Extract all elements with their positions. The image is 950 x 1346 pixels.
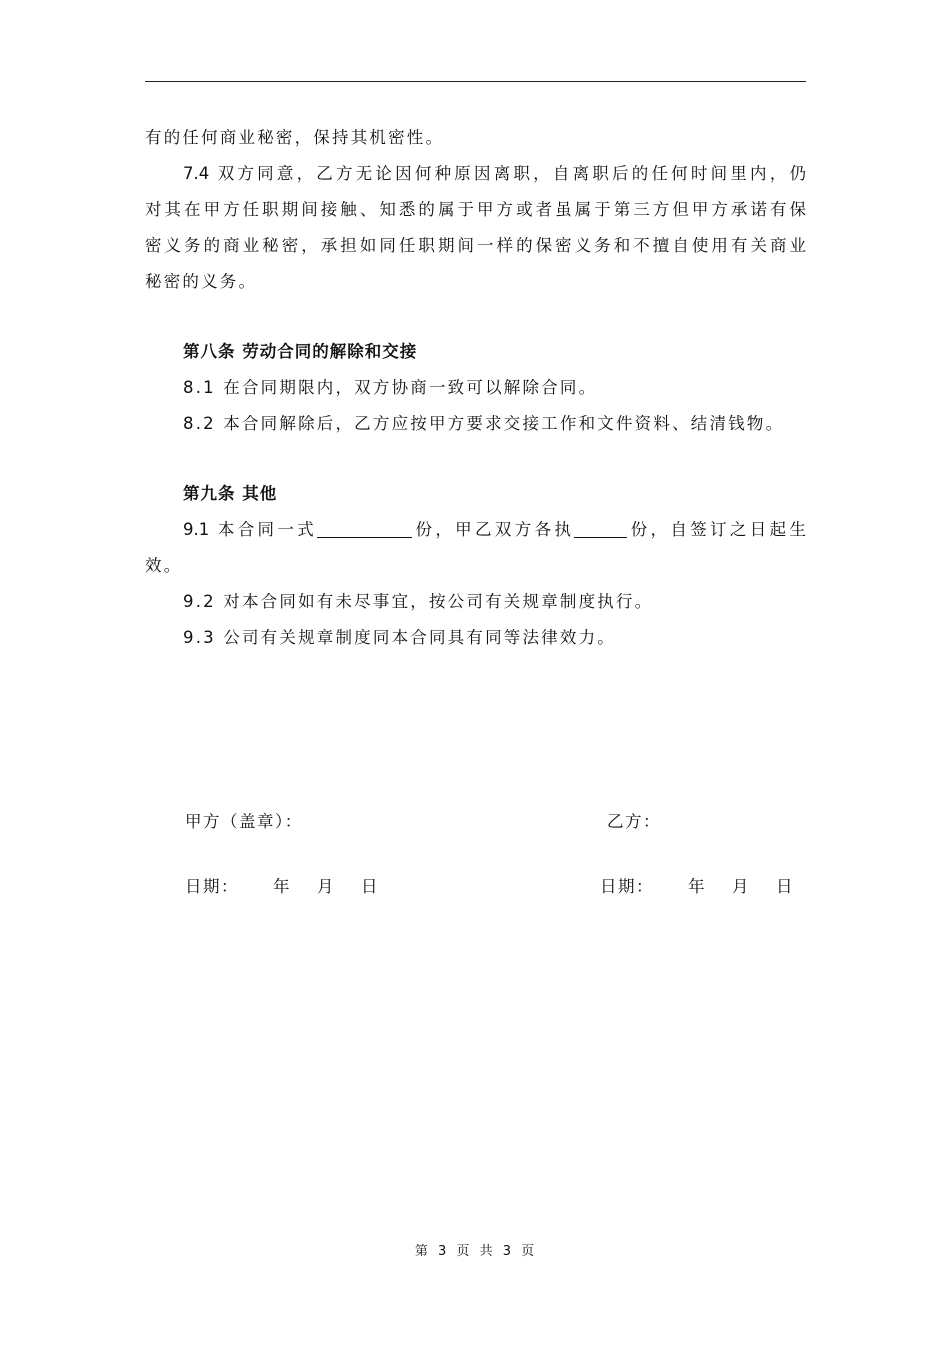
item-9-1-part-b: 份，甲乙双方各执 xyxy=(412,520,575,539)
date-row xyxy=(185,872,806,902)
header-rule xyxy=(145,81,806,82)
paragraph-7-4-line-1: 7.4 双方同意，乙方无论因何种原因离职，自离职后的任何时间里内，仍 xyxy=(183,164,806,183)
year-label: 年 xyxy=(273,877,291,896)
article-8-title: 第八条 劳动合同的解除和交接 xyxy=(183,342,418,361)
paragraph-7-3-tail: 有的任何商业秘密，保持其机密性。 xyxy=(145,128,445,147)
paragraph-7-4-line-3: 密义务的商业秘密，承担如同任职期间一样的保密义务和不擅自使用有关商业 xyxy=(145,236,806,255)
footer-prefix: 第 xyxy=(414,1244,429,1259)
page-footer xyxy=(0,1240,950,1259)
footer-page-word: 页 xyxy=(456,1244,471,1259)
item-9-1-part-c: 份，自签订之日起生 xyxy=(627,520,807,539)
item-9-2: 9.2 对本合同如有未尽事宜，按公司有关规章制度执行。 xyxy=(183,592,654,611)
item-9-1-tail: 效。 xyxy=(145,556,183,575)
copies-each-blank[interactable] xyxy=(574,519,627,538)
party-a-label: 甲方（盖章）： xyxy=(185,812,303,831)
paragraph-7-4-line-4: 秘密的义务。 xyxy=(145,272,258,291)
footer-total-prefix: 共 xyxy=(479,1244,494,1259)
item-8-2: 8.2 本合同解除后，乙方应按甲方要求交接工作和文件资料、结清钱物。 xyxy=(183,414,785,433)
copies-total-blank[interactable] xyxy=(317,519,412,538)
day-label: 日 xyxy=(361,877,379,896)
party-b-label: 乙方： xyxy=(607,812,661,831)
footer-total-pages: 3 xyxy=(502,1244,512,1259)
footer-current-page: 3 xyxy=(437,1244,448,1259)
article-9-title: 第九条 其他 xyxy=(183,484,278,503)
item-8-1: 8.1 在合同期限内，双方协商一致可以解除合同。 xyxy=(183,378,598,397)
date-label: 日期： xyxy=(185,877,239,896)
year-label: 年 xyxy=(688,877,706,896)
signature-row xyxy=(185,807,806,837)
paragraph-7-4-line-2: 对其在甲方任职期间接触、知悉的属于甲方或者虽属于第三方但甲方承诺有保 xyxy=(145,200,806,219)
party-a-date xyxy=(185,872,379,902)
footer-page-word-2: 页 xyxy=(521,1244,536,1259)
item-9-1 xyxy=(145,512,806,548)
day-label: 日 xyxy=(776,877,794,896)
item-9-1-part-a: 9.1 本合同一式 xyxy=(183,520,318,539)
month-label: 月 xyxy=(317,877,335,896)
date-label: 日期： xyxy=(600,877,654,896)
item-9-3: 9.3 公司有关规章制度同本合同具有同等法律效力。 xyxy=(183,628,616,647)
party-b-date xyxy=(600,872,794,902)
month-label: 月 xyxy=(732,877,750,896)
document-body xyxy=(145,120,806,656)
